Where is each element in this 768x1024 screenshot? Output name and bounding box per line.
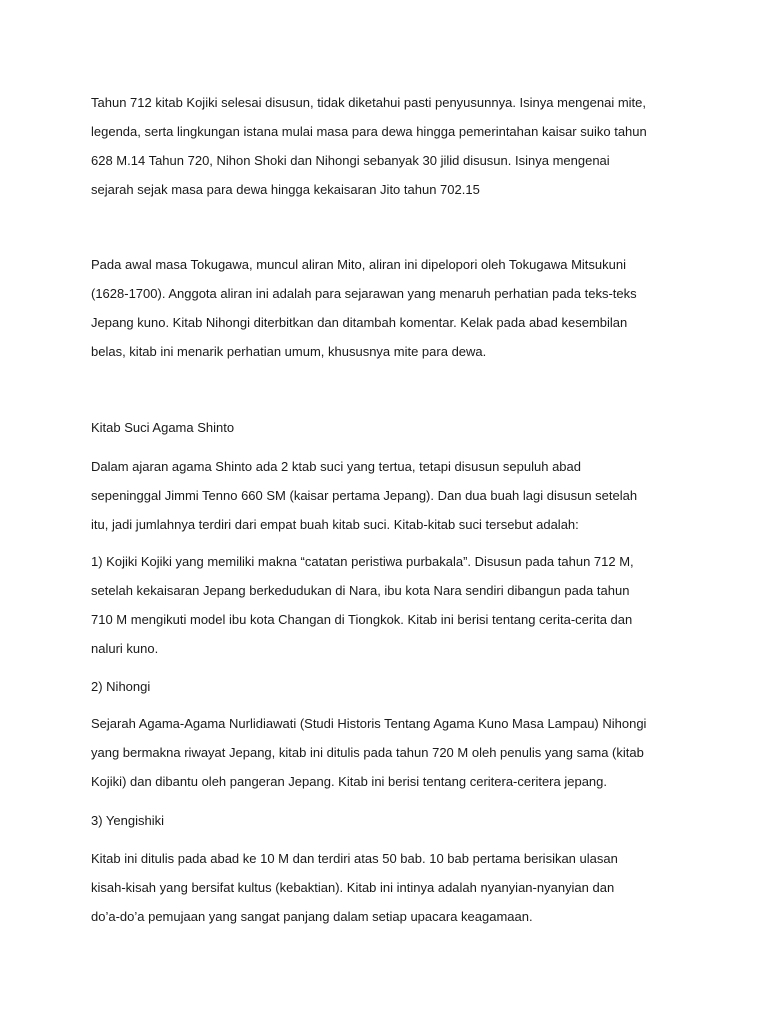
heading-text: 2) Nihongi (91, 679, 151, 694)
text-line: sepeninggal Jimmi Tenno 660 SM (kaisar pertama Jepang). Dan dua buah lagi disusun setelah (91, 488, 638, 503)
text-line: sejarah sejak masa para dewa hingga kekaisaran Jito tahun 702.15 (91, 182, 480, 197)
text-line: Pada awal masa Tokugawa, muncul aliran Mito, aliran ini dipelopori oleh Tokugawa Mitsukuni (91, 257, 626, 272)
list-item-kojiki (91, 547, 691, 663)
text-line: yang bermakna riwayat Jepang, kitab ini ditulis pada tahun 720 M oleh penulis yang sama (kitab (91, 745, 644, 760)
list-item-nihongi-heading (91, 672, 691, 701)
list-item-yengishiki-heading (91, 806, 691, 835)
paragraph-yengishiki (91, 844, 691, 931)
text-line: Dalam ajaran agama Shinto ada 2 ktab suci yang tertua, tetapi disusun sepuluh abad (91, 459, 581, 474)
text-line: Jepang kuno. Kitab Nihongi diterbitkan dan ditambah komentar. Kelak pada abad kesembilan (91, 315, 628, 330)
heading-text: Kitab Suci Agama Shinto (91, 420, 235, 435)
paragraph-tokugawa (91, 250, 691, 366)
text-line: 1) Kojiki Kojiki yang memiliki makna “catatan peristiwa purbakala”. Disusun pada tahun 712 M, (91, 554, 634, 569)
text-line: setelah kekaisaran Jepang berkedudukan di Nara, ibu kota Nara sendiri dibangun pada tahun (91, 583, 630, 598)
text-line: Kitab ini ditulis pada abad ke 10 M dan terdiri atas 50 bab. 10 bab pertama berisikan ulasan (91, 851, 618, 866)
text-line: Sejarah Agama-Agama Nurlidiawati (Studi Historis Tentang Agama Kuno Masa Lampau) Nihongi (91, 716, 647, 731)
text-line: Tahun 712 kitab Kojiki selesai disusun, tidak diketahui pasti penyusunnya. Isinya mengenai mite, (91, 95, 647, 110)
text-line: 628 M.14 Tahun 720, Nihon Shoki dan Nihongi sebanyak 30 jilid disusun. Isinya mengenai (91, 153, 610, 168)
text-line: Kojiki) dan dibantu oleh pangeran Jepang. Kitab ini berisi tentang ceritera-ceritera jepang. (91, 774, 607, 789)
text-line: (1628-1700). Anggota aliran ini adalah para sejarawan yang menaruh perhatian pada teks-teks (91, 286, 637, 301)
text-line: legenda, serta lingkungan istana mulai masa para dewa hingga pemerintahan kaisar suiko tahun (91, 124, 647, 139)
text-line: belas, kitab ini menarik perhatian umum, khususnya mite para dewa. (91, 344, 487, 359)
text-line: naluri kuno. (91, 641, 159, 656)
text-line: itu, jadi jumlahnya terdiri dari empat buah kitab suci. Kitab-kitab suci tersebut adalah: (91, 517, 579, 532)
section-heading (91, 413, 691, 442)
text-line: kisah-kisah yang bersifat kultus (kebaktian). Kitab ini intinya adalah nyanyian-nyanyian dan (91, 880, 615, 895)
text-line: do’a-do’a pemujaan yang sangat panjang dalam setiap upacara keagamaan. (91, 909, 533, 924)
paragraph-ajaran-shinto (91, 452, 691, 539)
heading-text: 3) Yengishiki (91, 813, 164, 828)
text-line: 710 M mengikuti model ibu kota Changan di Tiongkok. Kitab ini berisi tentang cerita-cerita dan (91, 612, 633, 627)
paragraph-kojiki-intro (91, 88, 691, 204)
paragraph-nihongi (91, 709, 691, 796)
